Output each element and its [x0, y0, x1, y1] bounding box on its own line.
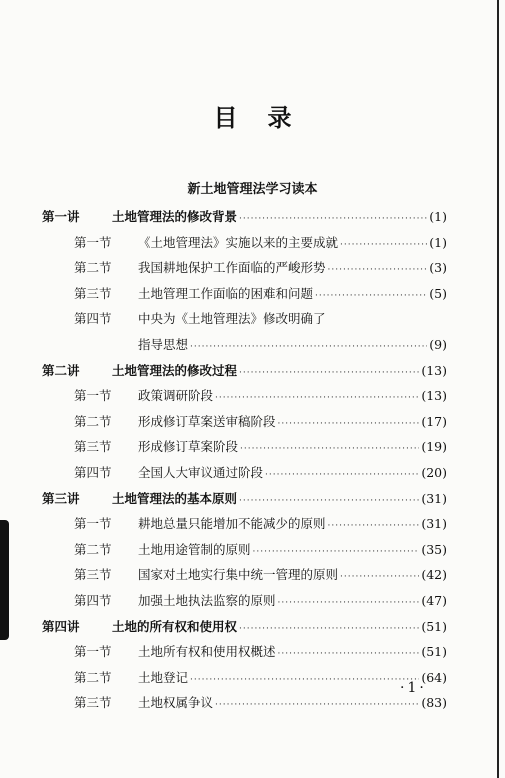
toc-entry-title: 形成修订草案送审稿阶段: [138, 413, 276, 429]
toc-entry-label: 第四节: [74, 592, 112, 608]
toc-entry-page: (42): [421, 567, 447, 583]
toc-entry-page: (51): [421, 644, 447, 660]
toc-section-entry[interactable]: [42, 511, 447, 537]
toc-lecture-entry[interactable]: [42, 614, 447, 640]
toc-section-entry[interactable]: [42, 460, 447, 486]
toc-entry-label: 第二节: [74, 413, 112, 429]
toc-entry-label: 第三节: [74, 695, 112, 711]
toc-section-entry[interactable]: [42, 690, 447, 716]
toc-entry-title: 土地用途管制的原则: [138, 541, 251, 557]
toc-lecture-entry[interactable]: [42, 358, 447, 384]
toc-entry-title: 土地权属争议: [138, 695, 214, 711]
toc-entry-page: (51): [421, 618, 447, 634]
toc-entry-title: 中央为《土地管理法》修改明确了: [138, 311, 326, 327]
toc-entry-label: 第一讲: [42, 209, 80, 224]
toc-entry-page: (1): [429, 209, 447, 224]
toc-entry-label: 第二讲: [42, 362, 80, 378]
toc-section-entry[interactable]: [42, 537, 447, 563]
toc-dot-leader: [240, 437, 419, 463]
toc-entry-page: (19): [421, 439, 447, 455]
toc-section-entry[interactable]: [42, 639, 447, 665]
toc-section-entry[interactable]: [42, 409, 447, 435]
toc-section-entry[interactable]: [42, 255, 447, 281]
toc-entry-title: 土地登记: [138, 669, 189, 685]
toc-entry-page: (31): [421, 516, 447, 532]
toc-entry-page: (1): [429, 234, 447, 250]
toc-section-entry[interactable]: [42, 665, 447, 691]
toc-entry-label: 第一节: [74, 388, 112, 404]
toc-entry-label: 第四节: [74, 464, 112, 480]
toc-section-entry[interactable]: [42, 281, 447, 307]
toc-section-entry[interactable]: [42, 383, 447, 409]
toc-entry-page: (20): [421, 464, 447, 480]
toc-entry-title: 土地管理法的修改过程: [112, 362, 238, 378]
toc-entry-label: 第二节: [74, 541, 112, 557]
toc-entry-page: (13): [421, 362, 447, 378]
toc-lecture-entry[interactable]: [42, 486, 447, 512]
toc-entry-title: 土地管理工作面临的困难和问题: [138, 285, 314, 301]
toc-lecture-entry[interactable]: [42, 204, 447, 230]
toc-dot-leader: [328, 258, 428, 284]
toc-entry-title: 全国人大审议通过阶段: [138, 464, 264, 480]
toc-entry-label: 第三节: [74, 567, 112, 583]
toc-section-entry[interactable]: [42, 230, 447, 256]
toc-entry-page: (31): [421, 490, 447, 506]
toc-dot-leader: [190, 668, 419, 694]
toc-entry-title: 《土地管理法》实施以来的主要成就: [138, 234, 339, 250]
binding-shadow: [0, 520, 9, 640]
toc-entry-title: 形成修订草案阶段: [138, 439, 239, 455]
toc-entry-label: 第二节: [74, 669, 112, 685]
toc-entry-page: (3): [429, 260, 447, 276]
toc-entry-title: 政策调研阶段: [138, 388, 214, 404]
page-number: ·1·: [400, 680, 427, 696]
toc-entry-label: 第三节: [74, 285, 112, 301]
toc-heading: 目录: [213, 104, 322, 132]
toc-dot-leader: [278, 591, 420, 617]
toc-entry-title: 加强土地执法监察的原则: [138, 592, 276, 608]
toc-entry-label: 第三节: [74, 439, 112, 455]
toc-entry-page: (5): [429, 285, 447, 301]
toc-entry-page: (83): [421, 695, 447, 711]
toc-dot-leader: [215, 693, 419, 719]
toc-section-entry[interactable]: [42, 562, 447, 588]
toc-section-entry[interactable]: [42, 434, 447, 460]
toc-entry-page: (35): [421, 541, 447, 557]
toc-entry-page: (47): [421, 592, 447, 608]
toc-entry-page: (9): [429, 336, 447, 352]
toc-entry-label: 第四讲: [42, 618, 80, 634]
toc-entry-label: 第二节: [74, 260, 112, 276]
toc-entry-title: 指导思想: [138, 336, 189, 352]
toc-dot-leader: [239, 361, 419, 387]
book-title: 新土地管理法学习读本: [187, 182, 318, 197]
toc-dot-leader: [328, 514, 420, 540]
toc-entry-title: 土地所有权和使用权概述: [138, 644, 276, 660]
toc-entry-label: 第一节: [74, 644, 112, 660]
toc-section-entry[interactable]: [42, 332, 447, 358]
toc-section-entry[interactable]: [42, 306, 447, 332]
toc-entry-title: 土地的所有权和使用权: [112, 618, 238, 634]
toc-dot-leader: [315, 284, 427, 310]
toc-dot-leader: [340, 233, 427, 259]
toc-entry-page: (13): [421, 388, 447, 404]
toc-dot-leader: [340, 565, 419, 591]
toc-entry-title: 国家对土地实行集中统一管理的原则: [138, 567, 339, 583]
toc-entry-page: (17): [421, 413, 447, 429]
toc-dot-leader: [278, 412, 420, 438]
toc-entry-title: 耕地总量只能增加不能减少的原则: [138, 516, 326, 532]
toc-entry-label: 第一节: [74, 234, 112, 250]
toc-section-entry[interactable]: [42, 588, 447, 614]
toc-entry-title: 我国耕地保护工作面临的严峻形势: [138, 260, 326, 276]
table-of-contents: [42, 204, 447, 716]
toc-entry-label: 第一节: [74, 516, 112, 532]
toc-entry-label: 第四节: [74, 311, 112, 327]
toc-entry-label: 第三讲: [42, 490, 80, 506]
toc-entry-page: (64): [421, 669, 447, 685]
toc-entry-title: 土地管理法的修改背景: [112, 209, 238, 224]
toc-dot-leader: [278, 642, 420, 668]
toc-dot-leader: [265, 463, 419, 489]
toc-entry-title: 土地管理法的基本原则: [112, 490, 238, 506]
